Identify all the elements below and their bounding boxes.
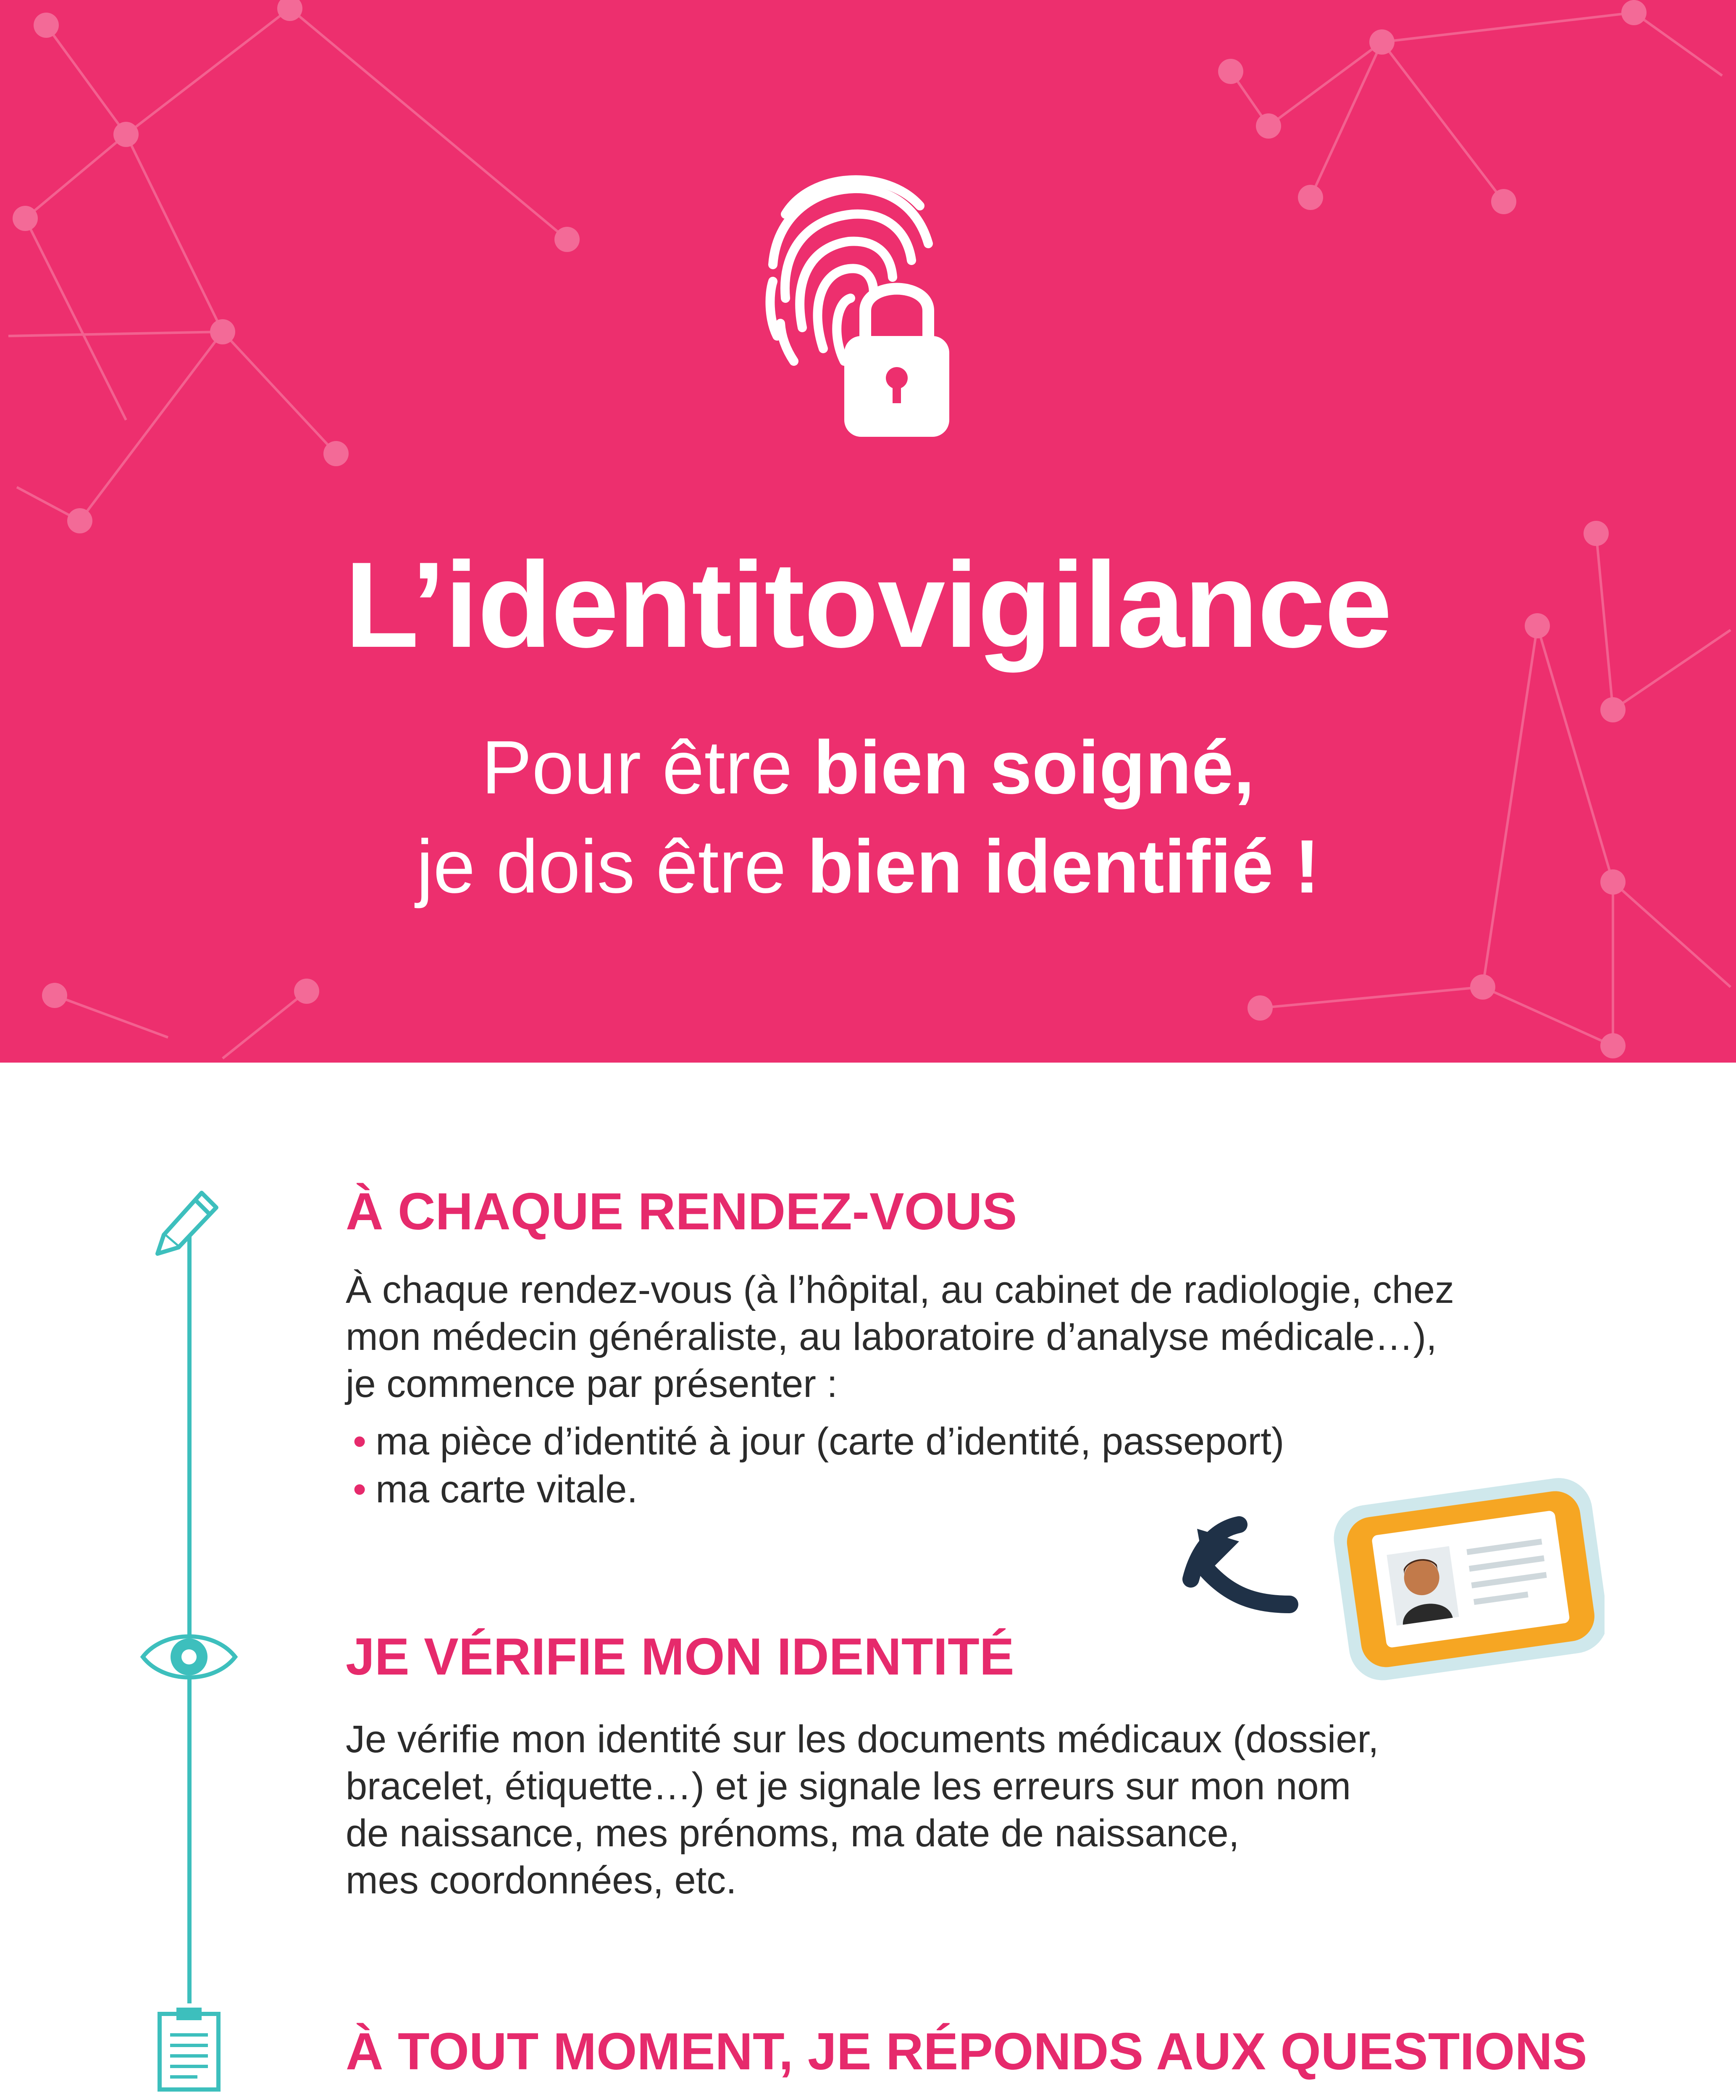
list-item: • ma carte vitale. [353, 1465, 1284, 1513]
list-item: • ma pièce d’identité à jour (carte d’identité, passeport) [353, 1418, 1284, 1465]
text-line: mes coordonnées, etc. [346, 1859, 737, 1902]
text-line: À chaque rendez-vous (à l’hôpital, au cabinet de radiologie, chez [346, 1268, 1455, 1311]
subtitle [0, 718, 1736, 916]
section-title-verifie: JE VÉRIFIE MON IDENTITÉ [346, 1628, 1014, 1686]
subtitle-line2-bold: bien identifié ! [807, 824, 1320, 909]
section-body-verifie [346, 1716, 1564, 1904]
page-title: L’identitovigilance [344, 537, 1392, 673]
text-line: mon médecin généraliste, au laboratoire d’analyse médicale…), [346, 1315, 1437, 1358]
section-title-questions: À TOUT MOMENT, JE RÉPONDS AUX QUESTIONS [346, 2023, 1587, 2081]
document-list [353, 1418, 1284, 1513]
text-line: je commence par présenter : [346, 1362, 838, 1405]
subtitle-line1-bold: bien soigné, [813, 725, 1255, 810]
fingerprint-lock-icon [760, 160, 970, 454]
text-line: Je vérifie mon identité sur les documents médicaux (dossier, [346, 1718, 1379, 1761]
section-body-rendez-vous [346, 1266, 1564, 1407]
pencil-icon [147, 1176, 231, 1260]
section-title-rendez-vous: À CHAQUE RENDEZ-VOUS [346, 1183, 1017, 1241]
curved-arrow-icon [1208, 1571, 1290, 1604]
text-line: bracelet, étiquette…) et je signale les erreurs sur mon nom [346, 1765, 1351, 1808]
id-card-icon [1180, 1445, 1605, 1697]
subtitle-line1-plain: Pour être [481, 725, 814, 810]
eye-icon [139, 1625, 239, 1688]
clipboard-icon [151, 2003, 227, 2096]
timeline-line [187, 1218, 192, 2003]
text-line: de naissance, mes prénoms, ma date de naissance, [346, 1812, 1240, 1855]
subtitle-line2-plain: je dois être [416, 824, 807, 909]
